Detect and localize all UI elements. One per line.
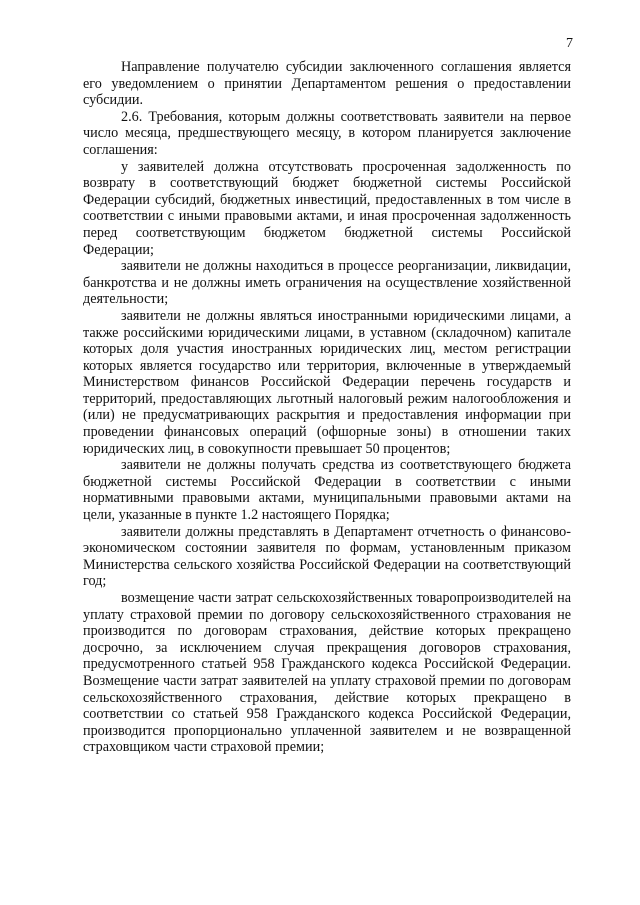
page-number: 7 xyxy=(566,36,573,51)
document-body xyxy=(83,59,571,756)
paragraph: Направление получателю субсидии заключенного соглашения является его уведомлением о принятии Департаментом решения о предоставлении субсидии. xyxy=(83,59,571,109)
paragraph: возмещение части затрат сельскохозяйственных товаропроизводителей на уплату страховой премии по договору сельскохозяйственного страхования не производится по договорам страхования, действие которых прекращено досрочно, за исключением случая прекращения договоров страхования, предусмотренного статьей 958 Гражданского кодекса Российской Федерации. Возмещение части затрат заявителей на уплату страховой премии по договорам сельскохозяйственного страхования, действие которых прекращено в соответствии со статьей 958 Гражданского кодекса Российской Федерации, производится пропорционально уплаченной заявителем и не возвращенной страховщиком части страховой премии; xyxy=(83,590,571,756)
paragraph: заявители не должны получать средства из соответствующего бюджета бюджетной системы Российской Федерации в соответствии с иными нормативными правовыми актами, муниципальными правовыми актами на цели, указанные в пункте 1.2 настоящего Порядка; xyxy=(83,457,571,524)
paragraph: заявители не должны находиться в процессе реорганизации, ликвидации, банкротства и не должны иметь ограничения на осуществление хозяйственной деятельности; xyxy=(83,258,571,308)
paragraph: 2.6. Требования, которым должны соответствовать заявители на первое число месяца, предшествующего месяцу, в котором планируется заключение соглашения: xyxy=(83,108,571,158)
paragraph: заявители должны представлять в Департамент отчетность о финансово-экономическом состоянии заявителя по формам, установленным приказом Министерства сельского хозяйства Российской Федерации на соответствующий год; xyxy=(83,523,571,590)
paragraph: у заявителей должна отсутствовать просроченная задолженность по возврату в соответствующий бюджет бюджетной системы Российской Федерации субсидий, бюджетных инвестиций, предоставленных в том числе в соответствии с иными правовыми актами, и иная просроченная задолженность перед соответствующим бюджетом бюджетной системы Российской Федерации; xyxy=(83,158,571,258)
paragraph: заявители не должны являться иностранными юридическими лицами, а также российскими юридическими лицами, в уставном (складочном) капитале которых доля участия иностранных юридических лиц, местом регистрации которых является государство или территория, включенные в утверждаемый Министерством финансов Российской Федерации перечень государств и территорий, предоставляющих льготный налоговый режим налогообложения и (или) не предусматривающих раскрытия и предоставления информации при проведении финансовых операций (офшорные зоны) в отношении таких юридических лиц, в совокупности превышает 50 процентов; xyxy=(83,307,571,457)
